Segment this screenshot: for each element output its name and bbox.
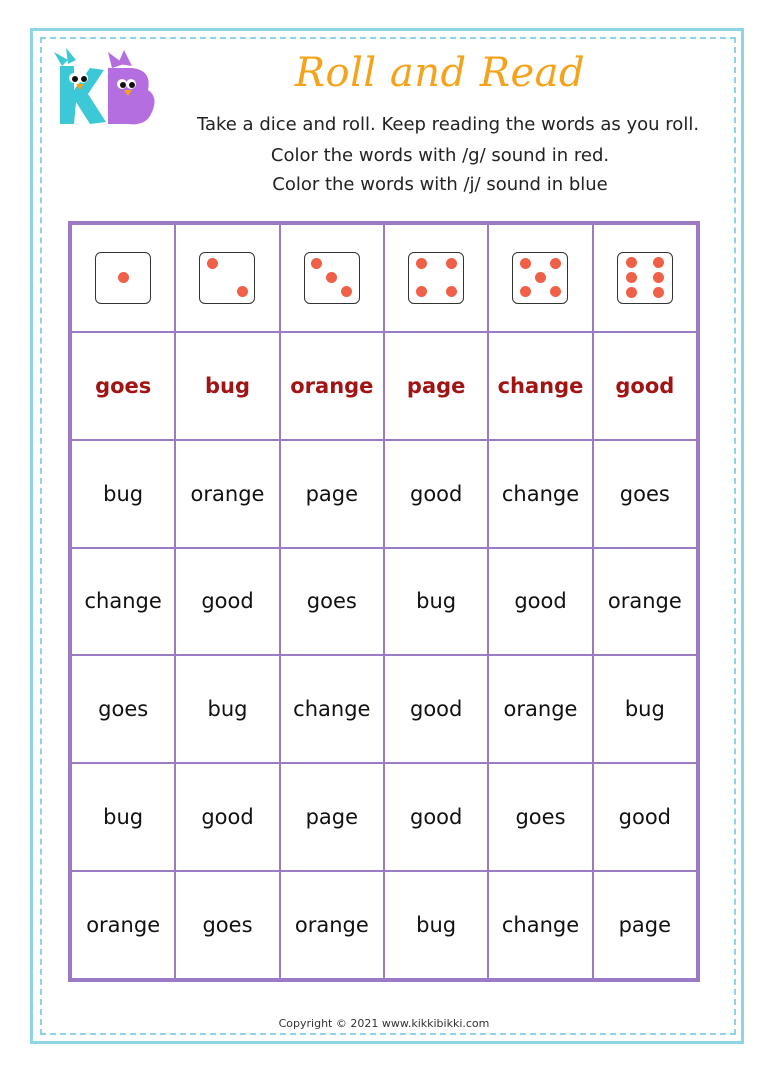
die-pip bbox=[626, 287, 637, 298]
roll-read-grid bbox=[68, 221, 700, 982]
die-pip bbox=[326, 272, 337, 283]
dice-cell-6 bbox=[593, 224, 697, 332]
die-pip bbox=[550, 286, 561, 297]
header-word: change bbox=[488, 332, 592, 440]
die-pip bbox=[626, 272, 637, 283]
word-cell: goes bbox=[175, 871, 279, 979]
die-pip bbox=[446, 286, 457, 297]
word-cell: good bbox=[384, 655, 488, 763]
die-pip bbox=[118, 272, 129, 283]
word-cell: good bbox=[175, 763, 279, 871]
word-cell: orange bbox=[71, 871, 175, 979]
word-cell: bug bbox=[71, 440, 175, 548]
die-face-5-icon bbox=[512, 252, 568, 304]
die-face-4-icon bbox=[408, 252, 464, 304]
header-word: bug bbox=[175, 332, 279, 440]
word-cell: bug bbox=[384, 548, 488, 656]
die-pip bbox=[311, 258, 322, 269]
die-pip bbox=[653, 257, 664, 268]
word-cell: orange bbox=[175, 440, 279, 548]
word-cell: good bbox=[175, 548, 279, 656]
word-cell: bug bbox=[593, 655, 697, 763]
word-cell: orange bbox=[488, 655, 592, 763]
header-word: good bbox=[593, 332, 697, 440]
instruction-line-1: Take a dice and roll. Keep reading the words as you roll. bbox=[196, 114, 700, 135]
word-cell: change bbox=[488, 871, 592, 979]
header-word: page bbox=[384, 332, 488, 440]
die-pip bbox=[550, 258, 561, 269]
dice-cell-2 bbox=[175, 224, 279, 332]
die-face-6-icon bbox=[617, 252, 673, 304]
instruction-line-2: Color the words with /g/ sound in red. bbox=[270, 145, 610, 166]
die-pip bbox=[237, 286, 248, 297]
word-cell: change bbox=[71, 548, 175, 656]
word-cell: bug bbox=[71, 763, 175, 871]
header-word: orange bbox=[280, 332, 384, 440]
word-cell: goes bbox=[593, 440, 697, 548]
die-pip bbox=[341, 286, 352, 297]
word-cell: good bbox=[593, 763, 697, 871]
dice-cell-1 bbox=[71, 224, 175, 332]
die-pip bbox=[626, 257, 637, 268]
word-cell: bug bbox=[175, 655, 279, 763]
kb-logo-icon bbox=[52, 46, 162, 136]
die-face-2-icon bbox=[199, 252, 255, 304]
word-cell: page bbox=[280, 440, 384, 548]
die-pip bbox=[520, 258, 531, 269]
copyright-footer: Copyright © 2021 www.kikkibikki.com bbox=[278, 1017, 490, 1030]
die-pip bbox=[207, 258, 218, 269]
dice-cell-5 bbox=[488, 224, 592, 332]
die-face-1-icon bbox=[95, 252, 151, 304]
dice-cell-3 bbox=[280, 224, 384, 332]
instruction-line-3: Color the words with /j/ sound in blue bbox=[272, 174, 608, 195]
die-pip bbox=[416, 286, 427, 297]
word-cell: page bbox=[593, 871, 697, 979]
word-cell: good bbox=[488, 548, 592, 656]
die-pip bbox=[653, 287, 664, 298]
word-cell: change bbox=[488, 440, 592, 548]
die-pip bbox=[653, 272, 664, 283]
die-face-3-icon bbox=[304, 252, 360, 304]
die-pip bbox=[520, 286, 531, 297]
header-word: goes bbox=[71, 332, 175, 440]
word-cell: goes bbox=[71, 655, 175, 763]
page-title: Roll and Read bbox=[294, 50, 586, 96]
word-cell: orange bbox=[593, 548, 697, 656]
die-pip bbox=[535, 272, 546, 283]
word-cell: goes bbox=[280, 548, 384, 656]
word-cell: good bbox=[384, 763, 488, 871]
word-cell: good bbox=[384, 440, 488, 548]
dice-cell-4 bbox=[384, 224, 488, 332]
word-cell: page bbox=[280, 763, 384, 871]
word-cell: orange bbox=[280, 871, 384, 979]
word-cell: goes bbox=[488, 763, 592, 871]
die-pip bbox=[446, 258, 457, 269]
die-pip bbox=[416, 258, 427, 269]
word-cell: change bbox=[280, 655, 384, 763]
word-cell: bug bbox=[384, 871, 488, 979]
